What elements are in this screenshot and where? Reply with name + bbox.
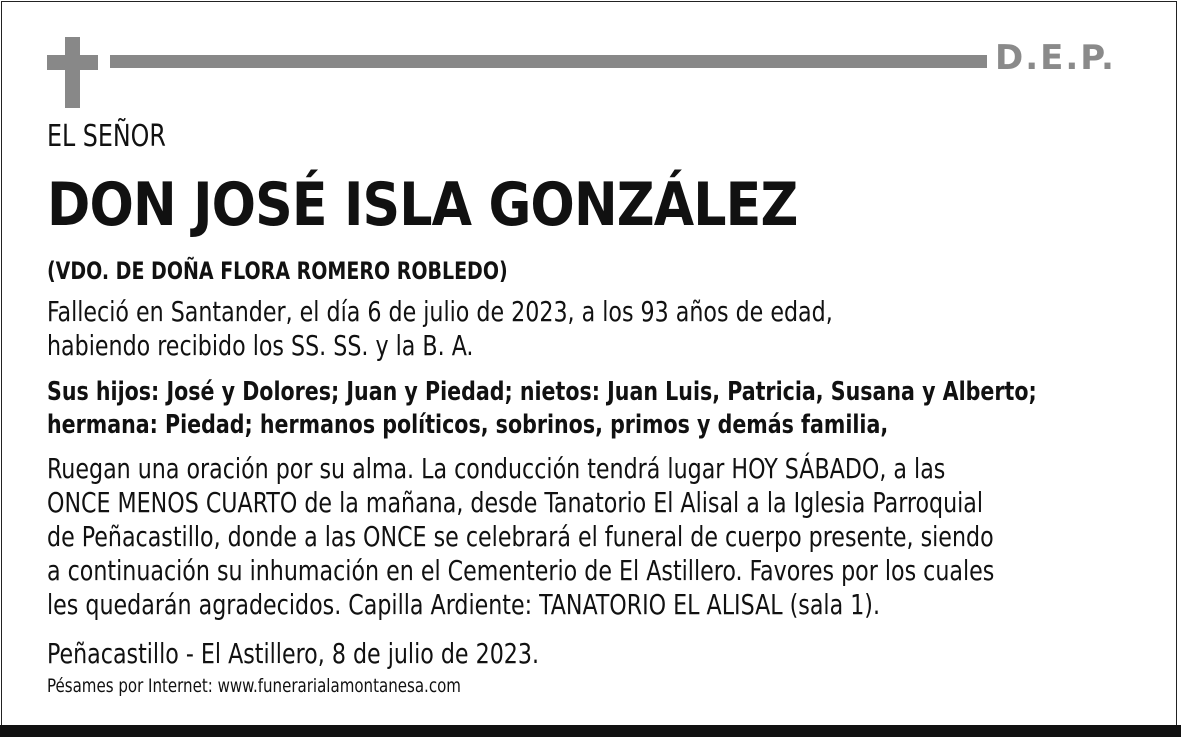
body-line: ONCE MENOS CUARTO de la mañana, desde Tanatorio El Alisal a la Iglesia Parroquial <box>47 486 984 519</box>
widow-of: (VDO. DE DOÑA FLORA ROMERO ROBLEDO) <box>47 257 508 285</box>
body-line: les quedarán agradecidos. Capilla Ardiente: TANATORIO EL ALISAL (sala 1). <box>47 588 881 621</box>
header-rule <box>110 55 987 68</box>
notice-frame <box>1 1 1177 735</box>
deceased-name: DON JOSÉ ISLA GONZÁLEZ <box>47 170 798 240</box>
bottom-rule <box>0 725 1181 737</box>
cross-icon <box>47 37 98 108</box>
body-line: de Peñacastillo, donde a las ONCE se celebrará el funeral de cuerpo presente, siendo <box>47 520 994 553</box>
death-line: Falleció en Santander, el día 6 de julio de 2023, a los 93 años de edad, <box>47 295 833 328</box>
family-line: hermana: Piedad; hermanos políticos, sobrinos, primos y demás familia, <box>47 410 889 440</box>
body-line: Ruegan una oración por su alma. La conducción tendrá lugar HOY SÁBADO, a las <box>47 452 946 485</box>
dep-label: D.E.P. <box>995 38 1116 78</box>
title-prefix: EL SEÑOR <box>47 119 166 154</box>
body-line: a continuación su inhumación en el Cementerio de El Astillero. Favores por los cuales <box>47 554 995 587</box>
condolences-link: Pésames por Internet: www.funerarialamontanesa.com <box>47 675 461 697</box>
death-line: habiendo recibido los SS. SS. y la B. A. <box>47 329 474 362</box>
place-date: Peñacastillo - El Astillero, 8 de julio de 2023. <box>47 637 540 670</box>
family-line: Sus hijos: José y Dolores; Juan y Piedad; nietos: Juan Luis, Patricia, Susana y Alberto; <box>47 377 1037 407</box>
